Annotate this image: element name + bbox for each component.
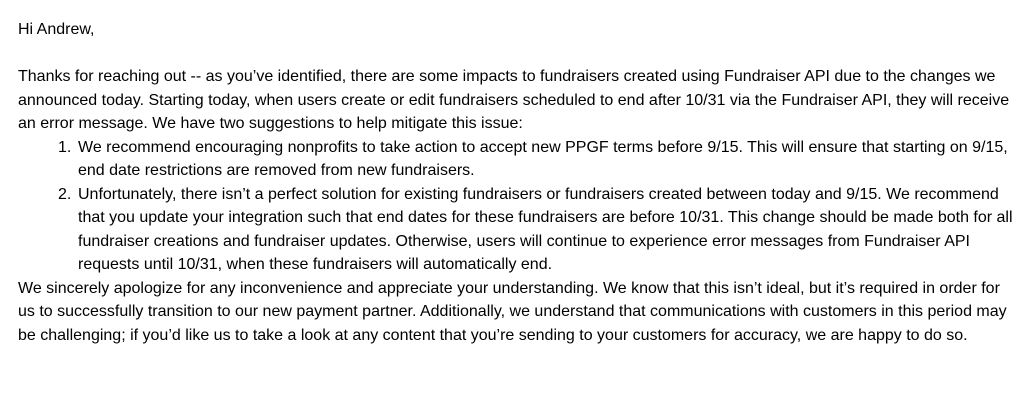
suggestion-number: 2. (58, 185, 72, 203)
suggestion-text: We recommend encouraging nonprofits to take action to accept new PPGF terms before 9/15. This will ensure that starting on 9/15, end date restrictions are removed from new fundraisers. (78, 138, 1008, 179)
suggestion-number: 1. (58, 138, 72, 156)
email-closing-paragraph: We sincerely apologize for any inconvenience and appreciate your understanding. We know that this isn’t ideal, but it’s required in order for us to successfully transition to our new payment partner. Additionally, we understand that communications with customers in this period may be challenging; if you’d like us to take a look at any content that you’re sending to your customers for accuracy, we are happy to do so. (18, 279, 1007, 344)
suggestion-text: Unfortunately, there isn’t a perfect solution for existing fundraisers or fundraisers created between today and 9/15. We recommend that you update your integration such that end dates for these fundraisers are before 10/31. This change should be made both for all fundraiser creations and fundraiser updates. Otherwise, users will continue to experience error messages from Fundraiser API requests until 10/31, when these fundraisers will automatically end. (78, 185, 1013, 273)
email-greeting: Hi Andrew, (18, 21, 95, 38)
suggestion-item-2 (58, 183, 1014, 277)
email-intro-paragraph: Thanks for reaching out -- as you’ve identified, there are some impacts to fundraisers created using Fundraiser API due to the changes we announced today. Starting today, when users create or edit fundraisers scheduled to end after 10/31 via the Fundraiser API, they will receive an error message. We have two suggestions to help mitigate this issue: (18, 68, 1010, 132)
suggestions-list (18, 136, 1014, 277)
suggestion-item-1 (58, 136, 1014, 183)
